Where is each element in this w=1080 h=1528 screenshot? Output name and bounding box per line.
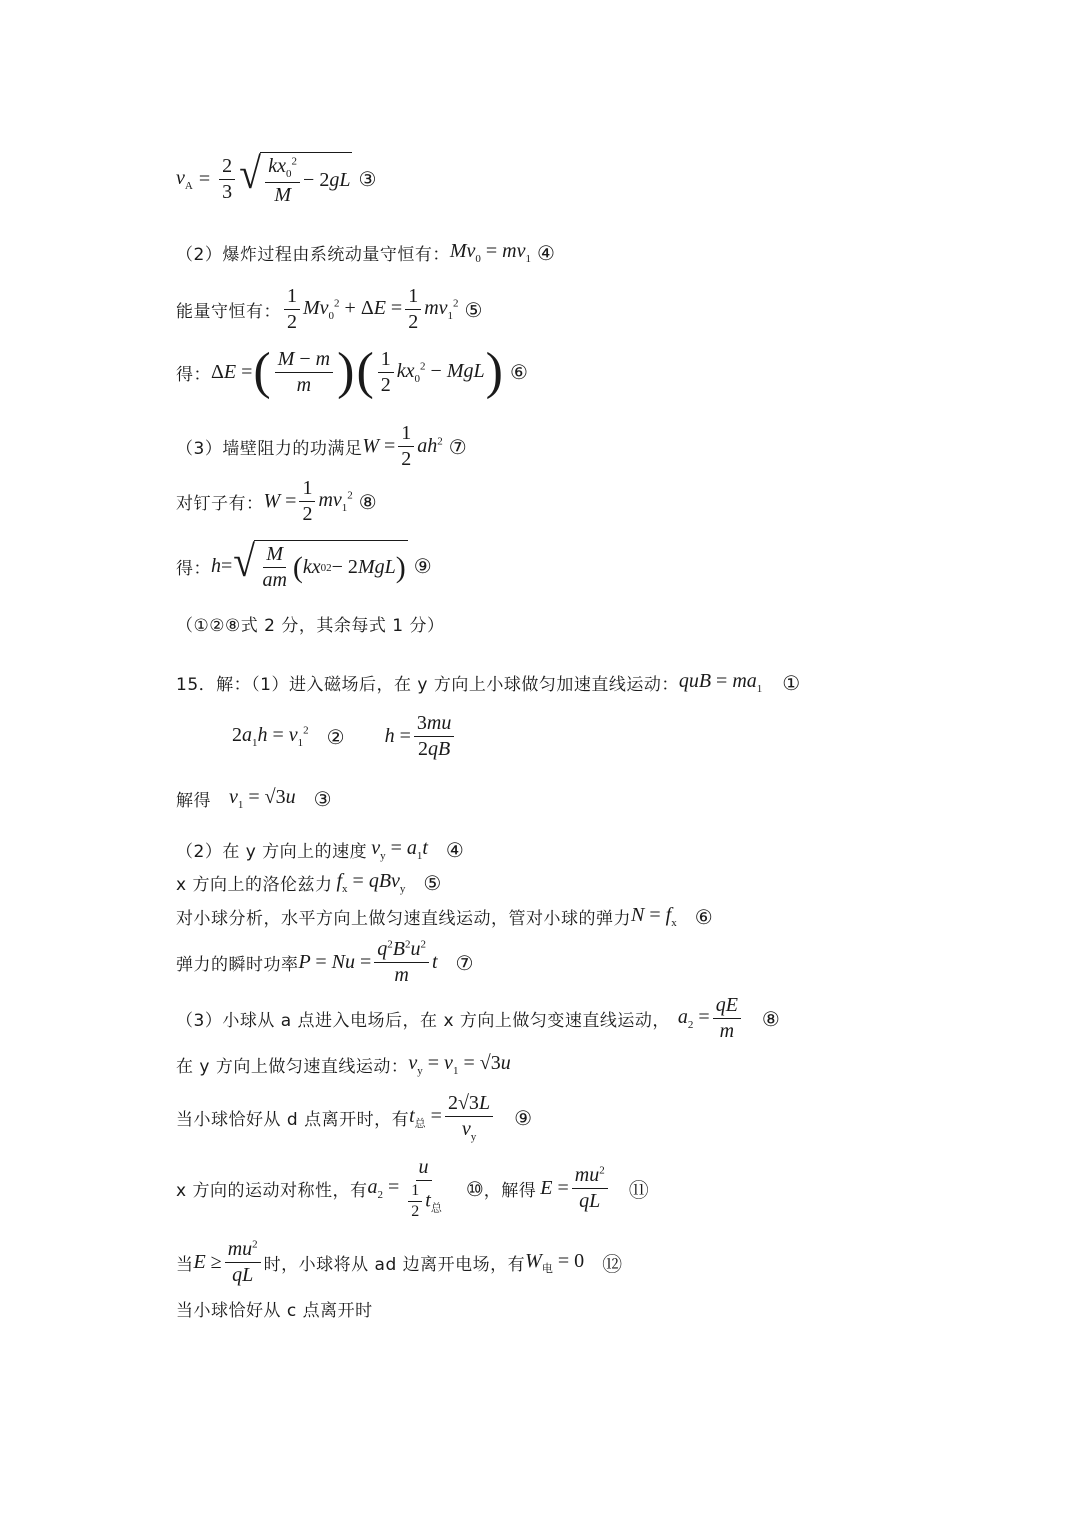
fraction: $\frac{2}{3}$ (219, 155, 235, 204)
equation-mark: ⑪ (628, 1178, 649, 1203)
eq-line-13: x 方向上的洛伦兹力 $f_x = qBv_y$ ⑤ (176, 870, 442, 895)
text: 能量守恒有： (176, 302, 281, 322)
text: 当小球恰好从 c 点离开时 (176, 1301, 373, 1321)
text: x 方向的运动对称性，有 (176, 1181, 368, 1202)
eq-line-1: $v_A$ = $\frac{2}{3}$ √ $\frac{kx_0^2}{M}$ − 2 gL ③ (176, 149, 377, 206)
text: 弹力的瞬时功率 (176, 955, 299, 975)
equation-mark: ⑤ (423, 870, 442, 895)
eq-line-4: 得： ΔE = ( $\frac{M - m}{m}$ ) ( $\frac{1}{2}$ $kx_0^2$ − MgL ) ⑥ (176, 343, 528, 400)
equation-mark: ⑨ (514, 1105, 532, 1130)
formula-va: $v_A$ (176, 166, 193, 192)
eq-line-5: （3）墙壁阻力的功满足 W = $\frac{1}{2}$ $ah^2$ ⑦ (176, 422, 467, 470)
equation-mark: ⑥ (509, 360, 528, 384)
eq-line-17: 在 y 方向上做匀速直线运动： $v_y = v_1 = √3u$ (176, 1052, 511, 1077)
text: x 方向上的洛伦兹力 (176, 875, 333, 895)
sqrt: √ $\frac{kx_0^2}{M}$ − 2 gL (239, 149, 351, 206)
eq-line-18: 当小球恰好从 d 点离开时，有 $t_总$ = $\frac{2√3L}{v_y}$ ⑨ (176, 1092, 532, 1143)
text: 当 (176, 1255, 194, 1275)
formula: $Mv_0 = mv_1$ (449, 240, 531, 265)
text: 对小球分析，水平方向上做匀速直线运动，管对小球的弹力 (176, 909, 631, 929)
eq-line-2 (176, 240, 555, 265)
text: 时，小球将从 ad 边离开电场，有 (263, 1255, 526, 1275)
equation-mark: ④ (536, 240, 555, 265)
text: （3）墙壁阻力的功满足 (176, 439, 363, 459)
text: ，解得 (483, 1181, 537, 1202)
text: 当小球恰好从 d 点离开时，有 (176, 1110, 410, 1131)
equation-mark: ③ (313, 786, 332, 811)
eq-line-10: $2a_1h = v_1^2$ ② h = $\frac{3mu}{2qB}$ (232, 712, 457, 761)
eq-line-7: 得： h= √ $\frac{M}{am}$ ( kx 0 2 − 2 MgL ) ⑨ (176, 537, 432, 591)
text: （①②⑧式 2 分，其余每式 1 分） (176, 616, 445, 636)
equation-mark: ⑤ (464, 297, 483, 322)
text: 在 y 方向上做匀速直线运动： (176, 1057, 409, 1077)
equation-mark: ⑧ (358, 489, 377, 514)
eq-line-12: （2）在 y 方向上的速度 $v_y = a_1t$ ④ (176, 837, 464, 862)
eq-line-16: （3）小球从 a 点进入电场后，在 x 方向上做匀变速直线运动， $a_2$ = $\frac{qE}{m}$ ⑧ (176, 994, 780, 1042)
equation-mark: ⑦ (455, 950, 474, 975)
equation-mark: ② (326, 724, 345, 749)
eq-line-3: 能量守恒有： $\frac{1}{2}$ $Mv_0^2 + \Delta E$ = $\frac{1}{2}$ $mv_1^2$ ⑤ (176, 285, 483, 333)
equation-mark: ⑫ (602, 1252, 623, 1276)
text: 解得 (176, 791, 211, 811)
eq-line-15: 弹力的瞬时功率 P = Nu = $\frac{q^2B^2u^2}{m}$ t ⑦ (176, 938, 474, 986)
equation-mark: ① (782, 670, 801, 695)
equation-mark: ③ (358, 167, 377, 192)
text: （3）小球从 a 点进入电场后，在 x 方向上做匀变速直线运动， (176, 1011, 670, 1031)
equation-mark: ⑦ (448, 434, 467, 459)
equation-mark: ⑧ (761, 1006, 780, 1031)
equation-mark: ⑩ (465, 1176, 484, 1201)
equation-mark: ④ (445, 837, 464, 862)
eq-line-11: 解得 $v_1 = √3u$ ③ (176, 786, 332, 811)
eq-line-14: 对小球分析，水平方向上做匀速直线运动，管对小球的弹力 $N = f_x$ ⑥ (176, 904, 713, 929)
eq-line-21 (176, 1296, 373, 1321)
eq-line-20: 当 E ≥ $\frac{mu^2}{qL}$ 时，小球将从 ad 边离开电场，有 $W_电 = 0$ ⑫ (176, 1238, 623, 1286)
equation-mark: ⑥ (694, 904, 713, 929)
text: 得： (176, 558, 211, 579)
text: （2）在 y 方向上的速度 (176, 842, 368, 862)
score-note (176, 611, 444, 636)
eq-line-6: 对钉子有： W = $\frac{1}{2}$ $mv_1^2$ ⑧ (176, 477, 377, 525)
text: 对钉子有： (176, 494, 264, 514)
eq-line-9: 15．解：（1）进入磁场后，在 y 方向上小球做匀加速直线运动： quB = $ma_1$ ① (176, 670, 801, 695)
text: 得： (176, 364, 211, 385)
text: 15．解：（1）进入磁场后，在 y 方向上小球做匀加速直线运动： (176, 675, 679, 695)
equation-mark: ⑨ (413, 554, 432, 578)
text: （2）爆炸过程由系统动量守恒有： (176, 245, 450, 265)
eq-line-19: x 方向的运动对称性，有 $a_2$ = u $\frac{1}{2}$ $t_总$ ⑩ ，解得 E = $\frac{mu^2}{qL}$ ⑪ (176, 1156, 649, 1221)
